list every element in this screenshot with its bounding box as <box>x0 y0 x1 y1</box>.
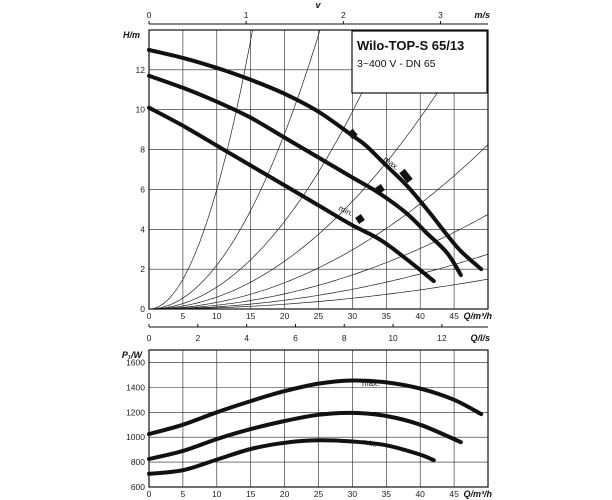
y-tick-label: 8 <box>140 144 145 155</box>
ms-tick-label: 2 <box>340 10 346 20</box>
switch-mark <box>378 186 382 192</box>
x-tick-label: 30 <box>347 489 358 499</box>
ls-tick-label: 12 <box>437 333 447 343</box>
y-tick-label: 600 <box>130 482 145 492</box>
x-tick-label: 20 <box>279 311 290 321</box>
head-chart <box>123 0 493 343</box>
x-tick-label: 5 <box>180 311 186 321</box>
y-tick-label: 800 <box>130 457 145 468</box>
switch-mark <box>358 216 362 222</box>
y-axis-label: H/m <box>122 30 140 40</box>
x-tick-label: 40 <box>415 311 425 321</box>
head-min-curve <box>149 108 434 281</box>
x-tick-label: 5 <box>180 489 186 499</box>
ls-tick-label: 6 <box>293 333 298 343</box>
max-label: max. <box>362 379 380 388</box>
x-tick-label: 15 <box>245 311 256 321</box>
x-axis-label: Q/m³/h <box>463 489 492 499</box>
switch-mark <box>350 131 355 137</box>
x-tick-label: 15 <box>245 489 256 499</box>
system-curve <box>149 19 324 309</box>
x-tick-label: 20 <box>279 489 290 499</box>
y-tick-label: 10 <box>135 104 145 115</box>
y-tick-label: 2 <box>140 264 145 275</box>
x-tick-label: 30 <box>347 311 358 321</box>
x-tick-label: 35 <box>381 311 392 321</box>
y-tick-label: 4 <box>140 224 145 235</box>
x-tick-label: 0 <box>146 311 152 321</box>
ms-axis-label: m/s <box>474 10 490 20</box>
max-label: max. <box>381 154 401 173</box>
ms-tick-label: 3 <box>438 10 443 20</box>
x-tick-label: 25 <box>313 489 324 499</box>
y-tick-label: 1600 <box>126 357 145 368</box>
x-axis-label: Q/m³/h <box>463 311 492 321</box>
ms-tick-label: 0 <box>146 10 152 20</box>
min-label: min. <box>337 203 355 219</box>
power-min-curve <box>149 440 434 474</box>
y-tick-label: 1400 <box>126 382 145 393</box>
x-tick-label: 35 <box>381 489 392 499</box>
power-chart <box>122 350 493 499</box>
y-tick-label: 1200 <box>126 407 145 418</box>
ls-tick-label: 4 <box>244 333 249 343</box>
ls-tick-label: 2 <box>195 333 201 343</box>
x-tick-label: 40 <box>415 489 425 499</box>
ls-tick-label: 8 <box>341 333 347 343</box>
power-max-curve <box>149 380 481 434</box>
ms-tick-label: 1 <box>243 10 249 20</box>
chart-title: Wilo-TOP-S 65/13 <box>357 38 465 53</box>
x-tick-label: 25 <box>313 311 324 321</box>
x-tick-label: 10 <box>212 311 222 321</box>
y-tick-label: 12 <box>135 64 145 75</box>
chart-subtitle: 3~400 V - DN 65 <box>357 58 436 70</box>
ls-axis-label: Q/l/s <box>470 333 490 343</box>
y-tick-label: 6 <box>140 184 145 195</box>
x-tick-label: 45 <box>449 311 459 321</box>
velocity-symbol: v <box>315 0 321 10</box>
ls-tick-label: 10 <box>388 333 398 343</box>
y-tick-label: 0 <box>140 304 145 314</box>
ls-tick-label: 0 <box>146 333 152 343</box>
min-label: min. <box>361 437 379 450</box>
x-tick-label: 0 <box>146 489 152 499</box>
x-tick-label: 45 <box>449 489 459 499</box>
x-tick-label: 10 <box>212 489 222 499</box>
y-tick-label: 1000 <box>126 432 145 443</box>
y-axis-label: P₁/W <box>121 350 142 360</box>
